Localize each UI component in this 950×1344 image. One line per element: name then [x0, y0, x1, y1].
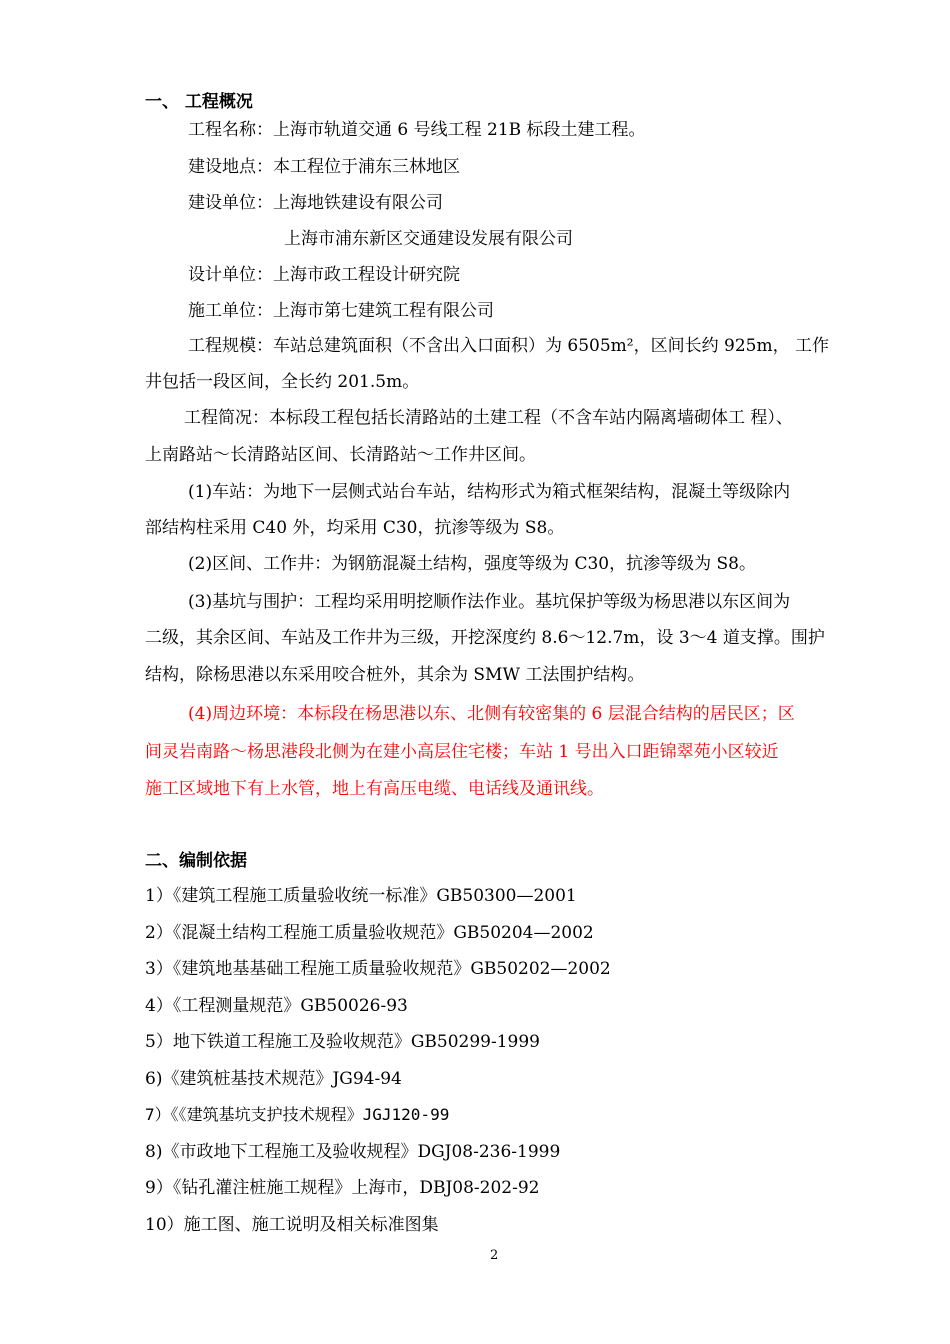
- design-unit: 设计单位：上海市政工程设计研究院: [188, 265, 460, 285]
- reference-item-10: 10）施工图、施工说明及相关标准图集: [145, 1215, 439, 1235]
- reference-item-4: 4）《工程测量规范》GB50026-93: [145, 996, 408, 1016]
- environment-description-line-2: 间灵岩南路～杨思港段北侧为在建小高层住宅楼；车站 1 号出入口距锦翠苑小区较近: [145, 742, 779, 762]
- tunnel-description: (2)区间、工作井：为钢筋混凝土结构，强度等级为 C30，抗渗等级为 S8。: [188, 554, 756, 574]
- reference-item-3: 3）《建筑地基基础工程施工质量验收规范》GB50202—2002: [145, 959, 611, 979]
- construction-unit: 施工单位：上海市第七建筑工程有限公司: [188, 301, 494, 321]
- reference-item-5: 5）地下铁道工程施工及验收规范》GB50299-1999: [145, 1032, 540, 1052]
- reference-item-7: 7）《《建筑基坑支护技术规程》JGJ120-99: [145, 1105, 450, 1124]
- project-summary-line-1: 工程简况：本标段工程包括长清路站的土建工程（不含车站内隔离墙砌体工 程）、: [184, 408, 793, 428]
- construction-owner-secondary: 上海市浦东新区交通建设发展有限公司: [284, 229, 573, 249]
- project-summary-line-2: 上南路站～长清路站区间、长清路站～工作井区间。: [145, 445, 536, 465]
- environment-description-line-1: (4)周边环境：本标段在杨思港以东、北侧有较密集的 6 层混合结构的居民区；区: [188, 704, 795, 724]
- project-scale-line-2: 井包括一段区间，全长约 201.5m。: [145, 372, 420, 392]
- project-name: 工程名称：上海市轨道交通 6 号线工程 21B 标段土建工程。: [188, 120, 646, 140]
- construction-location: 建设地点：本工程位于浦东三林地区: [188, 157, 460, 177]
- construction-owner: 建设单位：上海地铁建设有限公司: [188, 193, 443, 213]
- reference-item-2: 2）《混凝土结构工程施工质量验收规范》GB50204—2002: [145, 923, 594, 943]
- reference-item-8: 8)《市政地下工程施工及验收规程》DGJ08-236-1999: [145, 1142, 561, 1162]
- station-description-line-2: 部结构柱采用 C40 外，均采用 C30，抗渗等级为 S8。: [145, 518, 565, 538]
- pit-description-line-2: 二级，其余区间、车站及工作井为三级，开挖深度约 8.6～12.7m，设 3～4 道支撑。围护: [145, 628, 825, 648]
- reference-item-6: 6)《建筑桩基技术规范》JG94-94: [145, 1069, 402, 1089]
- station-description-line-1: (1)车站：为地下一层侧式站台车站，结构形式为箱式框架结构，混凝土等级除内: [188, 482, 791, 502]
- section-2-title: 二、编制依据: [145, 851, 247, 871]
- reference-item-9: 9）《钻孔灌注桩施工规程》上海市，DBJ08-202-92: [145, 1178, 540, 1198]
- pit-description-line-3: 结构，除杨思港以东采用咬合桩外，其余为 SMW 工法围护结构。: [145, 665, 645, 685]
- project-scale-line-1: 工程规模：车站总建筑面积（不含出入口面积）为 6505m²，区间长约 925m， 工作: [188, 336, 829, 356]
- pit-description-line-1: (3)基坑与围护：工程均采用明挖顺作法作业。基坑保护等级为杨思港以东区间为: [188, 592, 791, 612]
- section-1-title: 一、 工程概况: [145, 92, 253, 112]
- reference-item-1: 1）《建筑工程施工质量验收统一标准》GB50300—2001: [145, 886, 577, 906]
- page-number: 2: [490, 1248, 499, 1263]
- environment-description-line-3: 施工区域地下有上水管，地上有高压电缆、电话线及通讯线。: [145, 779, 604, 799]
